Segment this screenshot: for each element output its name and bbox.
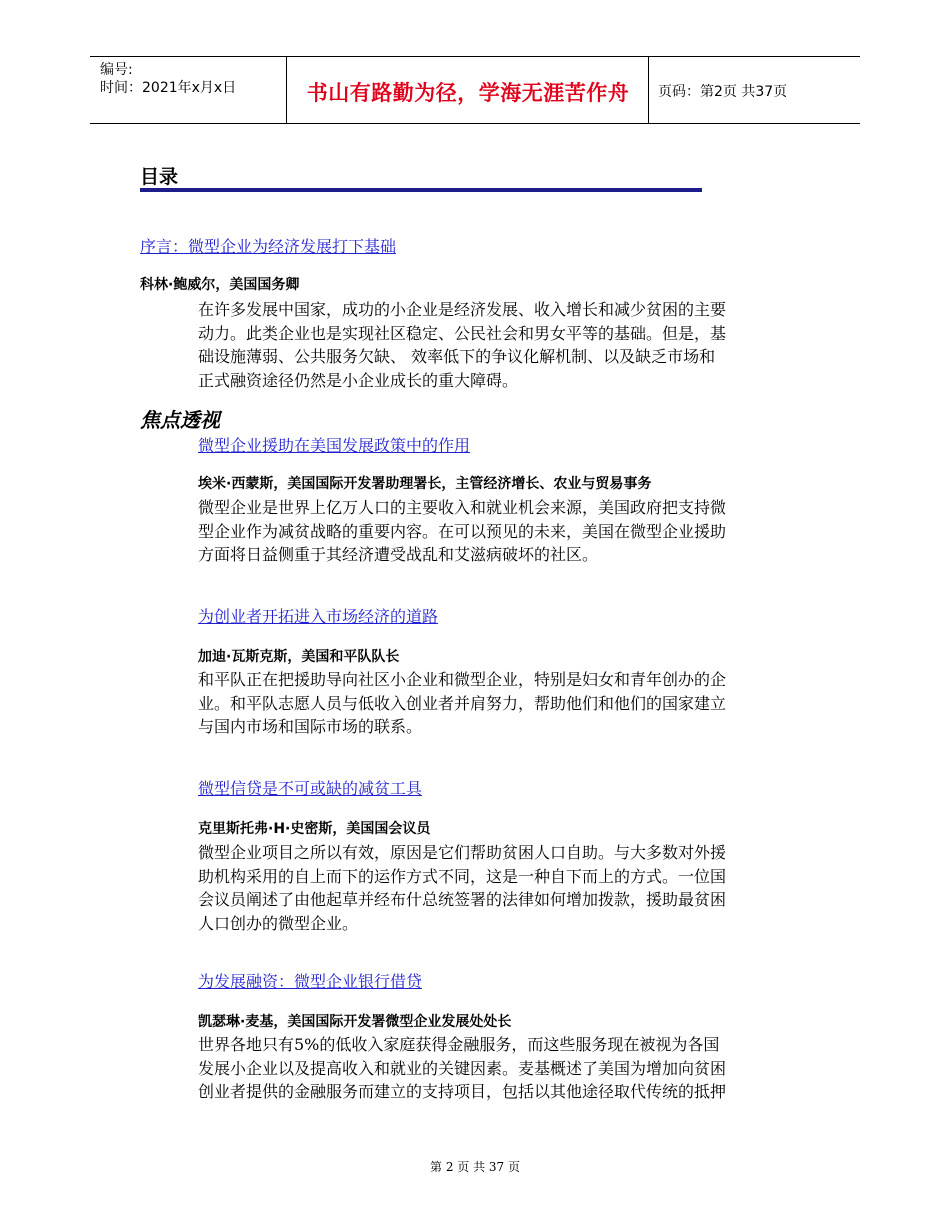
- page-footer: 第 2 页 共 37 页: [430, 1160, 520, 1174]
- article-author: 凯瑟琳·麦基，美国国际开发署微型企业发展处处长: [198, 1014, 512, 1030]
- article-link[interactable]: 为创业者开拓进入市场经济的道路: [198, 607, 439, 626]
- header-divider: [648, 57, 649, 123]
- summary-line: 础设施薄弱、公共服务欠缺、 效率低下的争议化解机制、以及缺乏市场和: [198, 347, 716, 366]
- summary-line: 业。和平队志愿人员与低收入创业者并肩努力，帮助他们和他们的国家建立: [198, 693, 727, 713]
- preface-link[interactable]: 序言：微型企业为经济发展打下基础: [140, 237, 397, 256]
- article-author: 埃米·西蒙斯，美国国际开发署助理署长，主管经济增长、农业与贸易事务: [198, 476, 652, 492]
- summary-line: 正式融资途径仍然是小企业成长的重大障碍。: [198, 370, 519, 390]
- summary-line: 世界各地只有5%的低收入家庭获得金融服务，而这些服务现在被视为各国: [198, 1035, 720, 1054]
- article-author: 加迪·瓦斯克斯，美国和平队队长: [198, 649, 400, 665]
- summary-line: 微型企业项目之所以有效，原因是它们帮助贫困人口自助。与大多数对外援: [198, 843, 727, 862]
- summary-line: 动力。此类企业也是实现社区稳定、公民社会和男女平等的基础。但是，基: [198, 323, 727, 343]
- summary-line: 在许多发展中国家，成功的小企业是经济发展、收入增长和减少贫困的主要: [198, 300, 727, 319]
- article-summary: [198, 841, 726, 935]
- number-label: 编号:: [100, 62, 133, 78]
- page-header: [90, 56, 860, 124]
- header-motto: 书山有路勤为径，学海无涯苦作舟: [306, 81, 630, 105]
- article-author: 克里斯托弗·H·史密斯，美国国会议员: [198, 821, 431, 837]
- article-link[interactable]: 微型信贷是不可或缺的减贫工具: [198, 779, 423, 798]
- summary-line: 创业者提供的金融服务而建立的支持项目，包括以其他途径取代传统的抵押: [198, 1082, 727, 1101]
- preface-author: 科林·鲍威尔，美国国务卿: [140, 277, 300, 293]
- summary-line: 方面将日益侧重于其经济遭受战乱和艾滋病破坏的社区。: [198, 545, 599, 564]
- summary-line: 发展小企业以及提高收入和就业的关键因素。麦基概述了美国为增加向贫困: [198, 1058, 727, 1078]
- section-heading: 焦点透视: [140, 408, 220, 432]
- summary-line: 微型企业是世界上亿万人口的主要收入和就业机会来源，美国政府把支持微: [198, 498, 727, 517]
- article-summary: [198, 1033, 726, 1104]
- toc-title: 目录: [140, 166, 179, 188]
- summary-line: 型企业作为减贫战略的重要内容。在可以预见的未来，美国在微型企业援助: [198, 521, 727, 541]
- time-label: 时间：2021年x月x日: [100, 80, 237, 96]
- summary-line: 助机构采用的自上而下的运作方式不同，这是一种自下而上的方式。一位国: [198, 866, 727, 886]
- toc-underline: [140, 188, 702, 192]
- summary-line: 和平队正在把援助导向社区小企业和微型企业，特别是妇女和青年创办的企: [198, 670, 727, 689]
- article-summary: [198, 496, 726, 567]
- header-page-label: 页码：第2页 共37页: [658, 84, 788, 100]
- article-link[interactable]: 微型企业援助在美国发展政策中的作用: [198, 436, 471, 455]
- article-link[interactable]: 为发展融资：微型企业银行借贷: [198, 972, 423, 991]
- header-meta: [100, 61, 236, 97]
- header-divider: [286, 57, 287, 123]
- summary-line: 会议员阐述了由他起草并经布什总统签署的法律如何增加拨款，援助最贫困: [198, 890, 727, 909]
- summary-line: 与国内市场和国际市场的联系。: [198, 717, 423, 736]
- article-summary: [198, 668, 726, 739]
- preface-summary: [198, 298, 726, 392]
- summary-line: 人口创办的微型企业。: [198, 913, 359, 933]
